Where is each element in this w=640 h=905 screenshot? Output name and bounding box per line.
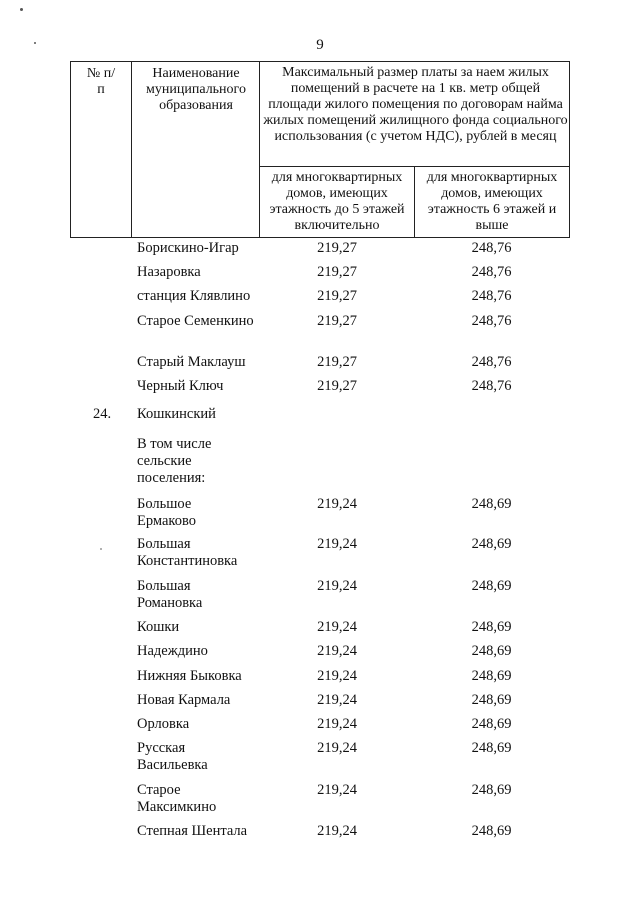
row-value-up-to-5: 219,24 (317, 643, 357, 659)
row-value-6-plus: 248,69 (471, 782, 512, 798)
row-name: Степная Шентала (137, 823, 248, 839)
row-value-6-plus: 248,69 (471, 823, 512, 839)
row-value-6-plus: 248,69 (471, 716, 512, 732)
row-name: Надеждино (137, 643, 208, 659)
row-name: Новая Кармала (137, 692, 231, 708)
row-name: Черный Ключ (137, 378, 224, 394)
row-value-up-to-5: 219,27 (317, 313, 357, 329)
row-name: Старое Максимкино (137, 782, 217, 815)
row-value-up-to-5: 219,24 (317, 740, 357, 756)
row-value-6-plus: 248,76 (471, 313, 512, 329)
row-value-6-plus: 248,69 (471, 578, 512, 594)
row-name: В том числе сельские поселения: (137, 436, 212, 486)
header-sub1-label: для многоквартирных домов, имеющих этажность до 5 этажей включительно (269, 170, 405, 233)
row-name: Кошки (137, 619, 180, 635)
row-value-up-to-5: 219,24 (317, 692, 357, 708)
row-value-6-plus: 248,76 (471, 288, 512, 304)
row-name: Борискино-Игар (137, 240, 239, 256)
row-name: Старое Семенкино (137, 313, 254, 329)
row-value-up-to-5: 219,27 (317, 378, 357, 394)
row-value-up-to-5: 219,27 (317, 354, 357, 370)
row-value-up-to-5: 219,27 (317, 240, 357, 256)
row-value-up-to-5: 219,24 (317, 619, 357, 635)
scan-speck (100, 548, 102, 550)
row-value-6-plus: 248,76 (471, 264, 512, 280)
scan-speck (20, 8, 23, 11)
row-value-6-plus: 248,69 (471, 668, 512, 684)
row-name: Большое Ермаково (137, 496, 196, 529)
row-value-6-plus: 248,69 (471, 496, 512, 512)
row-value-6-plus: 248,76 (471, 378, 512, 394)
header-group-label: Максимальный размер платы за наем жилых помещений в расчете на 1 кв. метр общей площади жилого помещения по договорам найма жилых помещений жилищного фонда социального использования (с учетом НДС), рублей в месяц (263, 65, 568, 144)
row-name: станция Клявлино (137, 288, 251, 304)
row-value-6-plus: 248,69 (471, 740, 512, 756)
row-value-up-to-5: 219,27 (317, 288, 357, 304)
row-value-6-plus: 248,69 (471, 536, 512, 552)
row-name: Кошкинский (137, 406, 216, 422)
header-sub2-label: для многоквартирных домов, имеющих этажность 6 этажей и выше (426, 170, 558, 233)
row-value-up-to-5: 219,27 (317, 264, 357, 280)
row-name: Большая Константиновка (137, 536, 238, 569)
scan-speck (34, 42, 36, 44)
row-name: Русская Васильевка (137, 740, 208, 773)
page-number: 9 (316, 37, 324, 53)
row-value-6-plus: 248,76 (471, 240, 512, 256)
row-value-6-plus: 248,69 (471, 643, 512, 659)
header-name-label: Наименование муниципального образования (146, 66, 246, 113)
row-value-up-to-5: 219,24 (317, 716, 357, 732)
row-number: 24. (93, 406, 112, 422)
row-name: Нижняя Быковка (137, 668, 242, 684)
row-value-6-plus: 248,69 (471, 692, 512, 708)
row-value-up-to-5: 219,24 (317, 823, 357, 839)
header-num-label: № п/п (86, 66, 116, 97)
row-value-up-to-5: 219,24 (317, 668, 357, 684)
row-name: Назаровка (137, 264, 201, 280)
row-name: Старый Маклауш (137, 354, 246, 370)
row-value-up-to-5: 219,24 (317, 782, 357, 798)
row-value-up-to-5: 219,24 (317, 536, 357, 552)
row-value-up-to-5: 219,24 (317, 496, 357, 512)
row-value-6-plus: 248,76 (471, 354, 512, 370)
row-value-up-to-5: 219,24 (317, 578, 357, 594)
row-name: Большая Романовка (137, 578, 203, 611)
row-name: Орловка (137, 716, 190, 732)
row-value-6-plus: 248,69 (471, 619, 512, 635)
